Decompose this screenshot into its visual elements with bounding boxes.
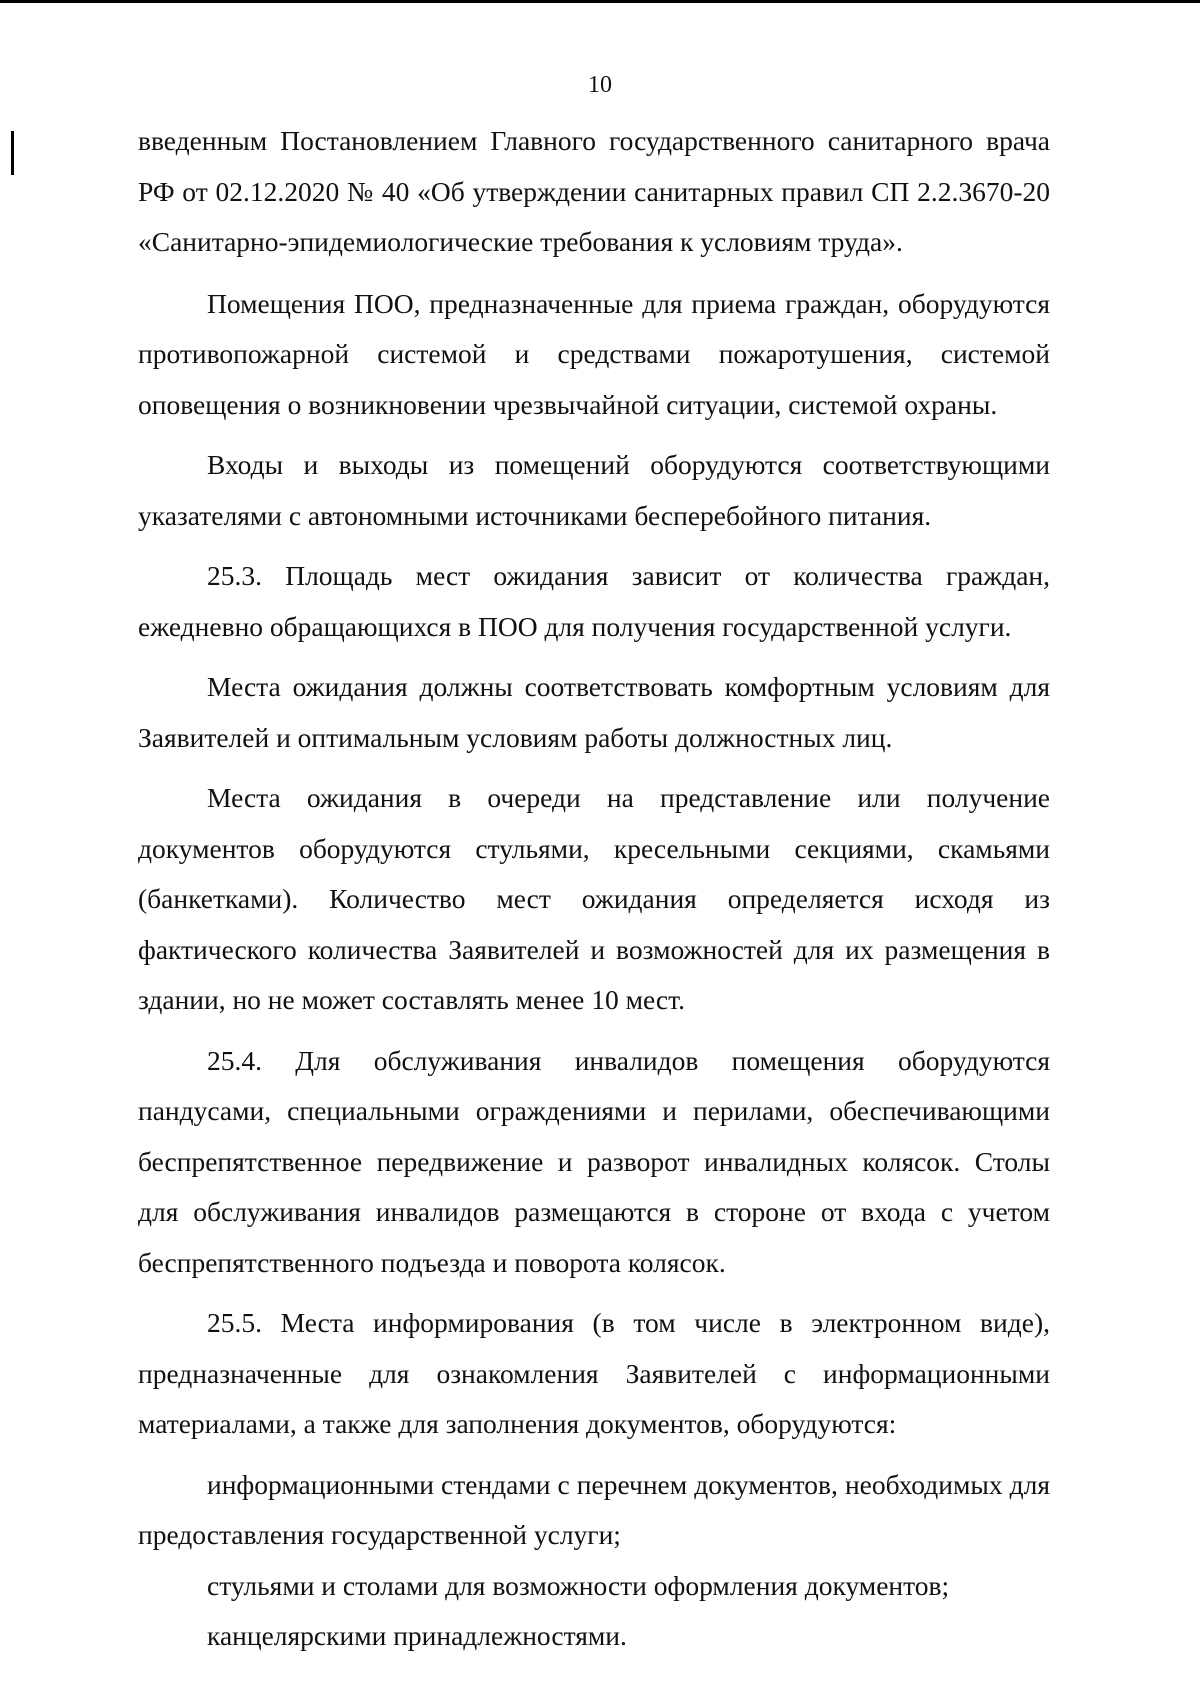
- document-body: [138, 116, 1050, 1662]
- margin-mark: [11, 131, 14, 175]
- paragraph-continuation: введенным Постановлением Главного государственного санитарного врача РФ от 02.12.2020 № 40 «Об утверждении санитарных правил СП 2.2.3670-20 «Санитарно-эпидемиологические требования к условиям труда».: [138, 125, 1050, 257]
- paragraph-premises-equipment: Помещения ПОО, предназначенные для приема граждан, оборудуются противопожарной системой и средствами пожаротушения, системой оповещения о возникновении чрезвычайной ситуации, системой охраны.: [138, 287, 1050, 420]
- paragraph-waiting-seating: Места ожидания в очереди на представление или получение документов оборудуются стульями, кресельными секциями, скамьями (банкетками). Количество мест ожидания определяется исходя из фактического количества Заявителей и возможностей для их размещения в здании, но не может составлять менее 10 мест.: [138, 782, 1050, 1015]
- paragraph-25-3: 25.3. Площадь мест ожидания зависит от количества граждан, ежедневно обращающихся в ПОО для получения государственной услуги.: [138, 560, 1050, 642]
- top-rule: [0, 0, 1200, 3]
- page-number: 10: [588, 72, 612, 98]
- paragraph-entrances-exits: Входы и выходы из помещений оборудуются соответствующими указателями с автономными источниками бесперебойного питания.: [138, 449, 1050, 531]
- list-item-chairs-tables: стульями и столами для возможности оформления документов;: [207, 1569, 950, 1601]
- list-item-info-stands: информационными стендами с перечнем документов, необходимых для предоставления государственной услуги;: [138, 1468, 1050, 1550]
- paragraph-25-5: 25.5. Места информирования (в том числе в электронном виде), предназначенные для ознакомления Заявителей с информационными материалами, а также для заполнения документов, оборудуются:: [138, 1307, 1050, 1439]
- paragraph-waiting-conditions: Места ожидания должны соответствовать комфортным условиям для Заявителей и оптимальным условиям работы должностных лиц.: [138, 671, 1050, 753]
- list-item-stationery: канцелярскими принадлежностями.: [207, 1620, 627, 1651]
- paragraph-25-4: 25.4. Для обслуживания инвалидов помещения оборудуются пандусами, специальными ограждениями и перилами, обеспечивающими беспрепятственное передвижение и разворот инвалидных колясок. Столы для обслуживания инвалидов размещаются в стороне от входа с учетом беспрепятственного подъезда и поворота колясок.: [138, 1044, 1050, 1278]
